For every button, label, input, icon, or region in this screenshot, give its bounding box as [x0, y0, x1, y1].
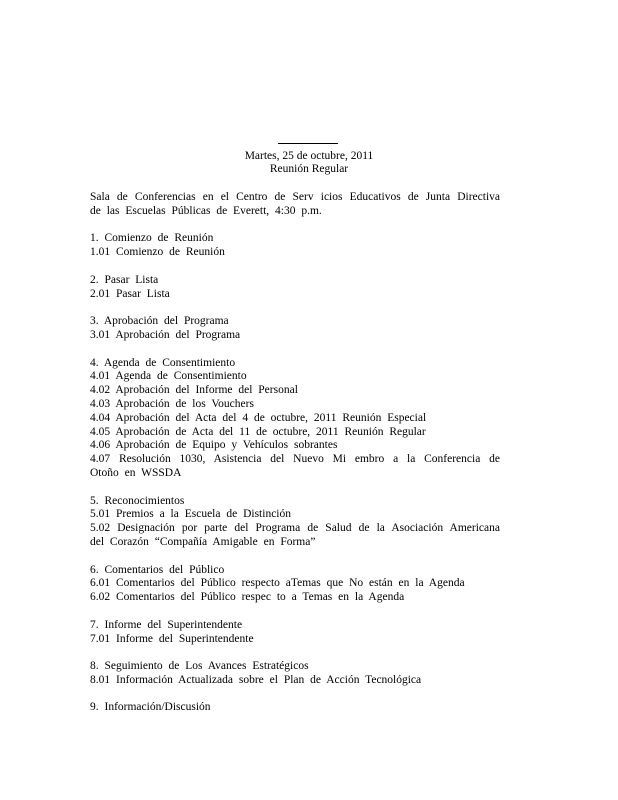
agenda-item: 5.02 Designación por parte del Programa de Salud de la Asociación Americana del Corazón “Compañía Amigable en Forma”: [90, 522, 500, 548]
section-heading: 9. Información/Discusión: [90, 701, 211, 714]
agenda-item: 4.07 Resolución 1030, Asistencia del Nuevo Mi embro a la Conferencia de Otoño en WSSDA: [90, 453, 500, 479]
agenda-item: 6.02 Comentarios del Público respec to a Temas en la Agenda: [90, 591, 405, 604]
agenda-item: 3.01 Aprobación del Programa: [90, 328, 241, 341]
agenda-item: 4.05 Aprobación de Acta del 11 de octubre, 2011 Reunión Regular: [90, 425, 426, 438]
agenda-item: 4.01 Agenda de Consentimiento: [90, 370, 247, 383]
section-heading: 8. Seguimiento de Los Avances Estratégicos: [90, 660, 309, 673]
agenda-item: 4.02 Aprobación del Informe del Personal: [90, 384, 298, 397]
agenda-sections: [90, 232, 500, 715]
agenda-item: 4.06 Aprobación de Equipo y Vehículos sobrantes: [90, 439, 338, 452]
section-heading: 6. Comentarios del Público: [90, 563, 225, 576]
agenda-section: [90, 232, 500, 260]
meeting-date: Martes, 25 de octubre, 2011: [244, 150, 374, 162]
header-rule: [278, 143, 338, 144]
agenda-section: [90, 315, 500, 343]
meeting-location: Sala de Conferencias en el Centro de Serv icios Educativos de Junta Directiva de las Escuelas Públicas de Everett, 4:30 p.m.: [90, 191, 500, 217]
agenda-item: 7.01 Informe del Superintendente: [90, 632, 254, 645]
meeting-type: Reunión Regular: [269, 163, 349, 175]
agenda-section: [90, 660, 500, 688]
section-heading: 1. Comienzo de Reunión: [90, 232, 214, 245]
agenda-section: [90, 495, 500, 550]
agenda-content: [90, 191, 500, 729]
agenda-section: [90, 619, 500, 647]
agenda-section: [90, 357, 500, 481]
agenda-item: 4.04 Aprobación del Acta del 4 de octubre, 2011 Reunión Especial: [90, 411, 427, 424]
section-heading: 5. Reconocimientos: [90, 494, 185, 507]
agenda-section: [90, 701, 500, 715]
section-heading: 4. Agenda de Consentimiento: [90, 356, 236, 369]
agenda-item: 8.01 Información Actualizada sobre el Plan de Acción Tecnológica: [90, 673, 422, 686]
agenda-item: 4.03 Aprobación de los Vouchers: [90, 397, 254, 410]
meeting-header: [0, 150, 618, 176]
agenda-item: 1.01 Comienzo de Reunión: [90, 246, 225, 259]
section-heading: 2. Pasar Lista: [90, 273, 159, 286]
agenda-item: 2.01 Pasar Lista: [90, 287, 170, 300]
agenda-section: [90, 564, 500, 605]
agenda-item: 6.01 Comentarios del Público respecto aTemas que No están en la Agenda: [90, 577, 465, 590]
section-heading: 7. Informe del Superintendente: [90, 618, 243, 631]
agenda-item: 5.01 Premios a la Escuela de Distinción: [90, 508, 292, 521]
section-heading: 3. Aprobación del Programa: [90, 315, 229, 328]
agenda-section: [90, 274, 500, 302]
